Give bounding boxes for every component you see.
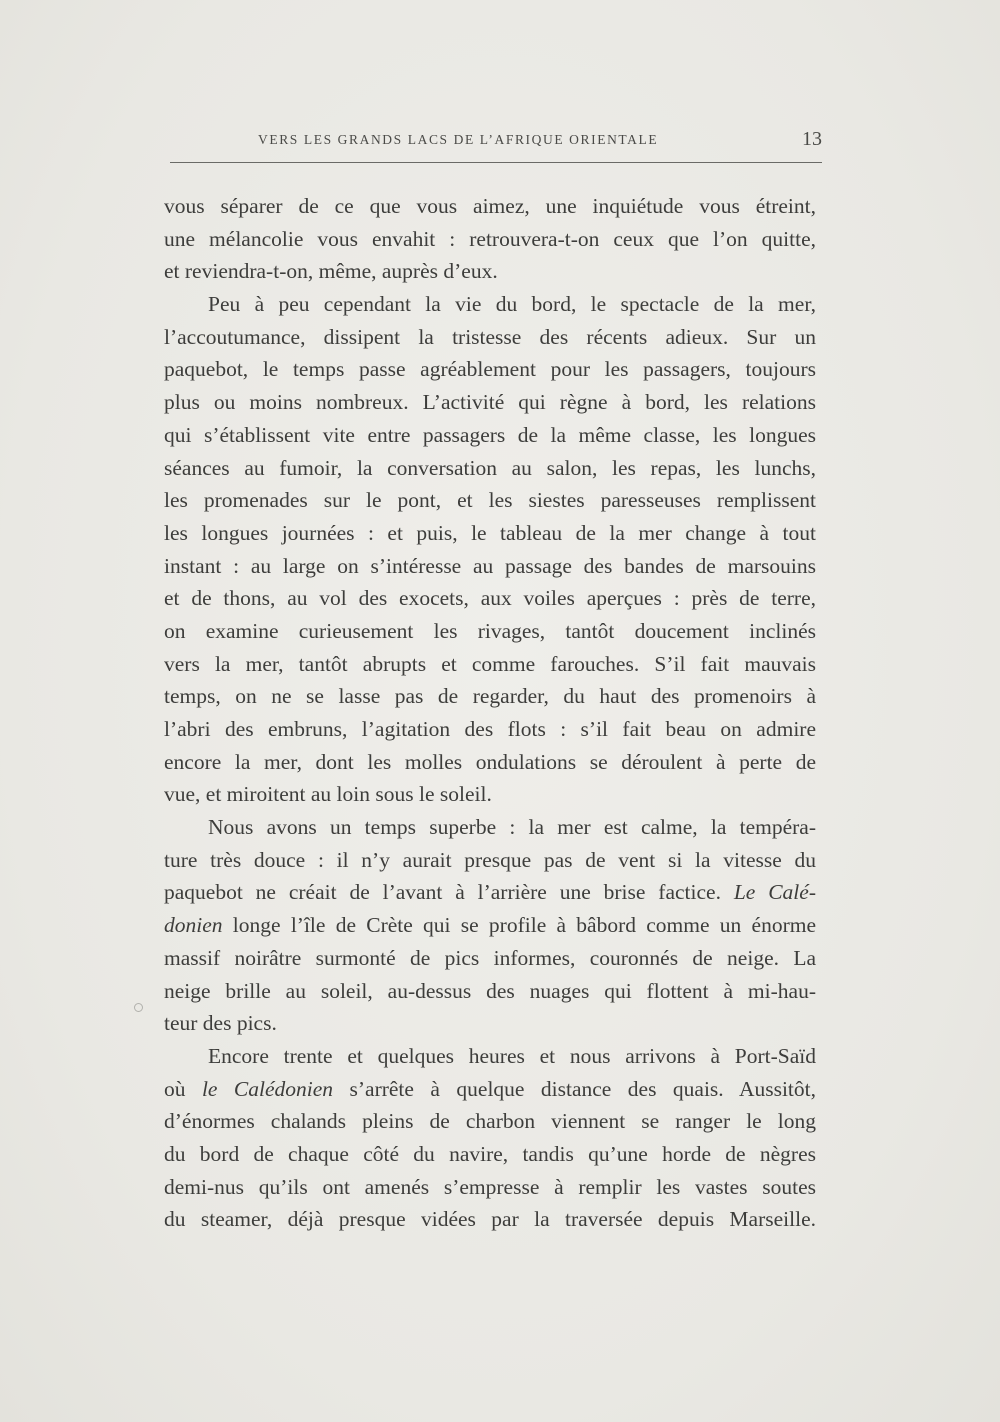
text-line: vers la mer, tantôt abrupts et comme farouches. S’il fait mauvais bbox=[164, 651, 816, 676]
running-title: VERS LES GRANDS LACS DE L’AFRIQUE ORIENTALE bbox=[258, 132, 659, 147]
ship-name-italic: Le Calé- bbox=[733, 880, 816, 905]
text-line: une mélancolie vous envahit : retrouvera-t-on ceux que l’on quitte, bbox=[164, 226, 816, 251]
text-line: du bord de chaque côté du navire, tandis qu’une horde de nègres bbox=[164, 1141, 816, 1166]
text-line: et reviendra-t-on, même, auprès d’eux. bbox=[164, 259, 498, 284]
running-head bbox=[170, 128, 824, 154]
text-run: s’arrête à quelque distance des quais. Aussitôt, bbox=[349, 1076, 816, 1101]
text-line: l’abri des embruns, l’agitation des flots : s’il fait beau on admire bbox=[164, 717, 816, 741]
ship-name-italic: donien bbox=[164, 913, 223, 938]
body-text bbox=[164, 190, 816, 1236]
text-line: temps, on ne se lasse pas de regarder, du haut des promenoirs à bbox=[164, 684, 816, 709]
text-line: vous séparer de ce que vous aimez, une inquiétude vous étreint, bbox=[164, 194, 816, 218]
page-number: 13 bbox=[802, 128, 822, 150]
text-run: paquebot ne créait de l’avant à l’arrière une brise factice. bbox=[164, 880, 721, 905]
text-line: du steamer, déjà presque vidées par la traversée depuis Marseille. bbox=[164, 1207, 816, 1232]
text-line: séances au fumoir, la conversation au salon, les repas, les lunchs, bbox=[164, 455, 816, 480]
text-line: encore la mer, dont les molles ondulations se déroulent à perte de bbox=[164, 749, 816, 774]
text-line: teur des pics. bbox=[164, 1011, 277, 1036]
text-line: les longues journées : et puis, le tableau de la mer change à tout bbox=[164, 520, 816, 545]
text-line: ture très douce : il n’y aurait presque pas de vent si la vitesse du bbox=[164, 847, 816, 872]
text-line: et de thons, au vol des exocets, aux voiles aperçues : près de terre, bbox=[164, 586, 816, 611]
text-line: paquebot, le temps passe agréablement pour les passagers, toujours bbox=[164, 357, 816, 382]
text-line: l’accoutumance, dissipent la tristesse des récents adieux. Sur un bbox=[164, 324, 816, 349]
ship-name-italic: le Calédonien bbox=[201, 1076, 334, 1101]
text-line bbox=[164, 909, 816, 942]
text-line: vue, et miroitent au loin sous le soleil. bbox=[164, 782, 492, 807]
text-line: massif noirâtre surmonté de pics informes, couronnés de neige. La bbox=[164, 945, 816, 970]
text-line: on examine curieusement les rivages, tantôt doucement inclinés bbox=[164, 618, 816, 643]
text-line bbox=[164, 876, 816, 909]
text-line: demi-nus qu’ils ont amenés s’empresse à remplir les vastes soutes bbox=[164, 1174, 816, 1199]
text-run: où bbox=[164, 1076, 186, 1101]
text-line: plus ou moins nombreux. L’activité qui règne à bord, les relations bbox=[164, 390, 816, 415]
text-line: d’énormes chalands pleins de charbon viennent se ranger le long bbox=[164, 1109, 816, 1134]
text-line: neige brille au soleil, au-dessus des nuages qui flottent à mi-hau- bbox=[164, 978, 816, 1003]
text-line: Nous avons un temps superbe : la mer est calme, la tempéra- bbox=[208, 815, 816, 840]
text-line bbox=[164, 1073, 816, 1106]
text-run: longe l’île de Crète qui se profile à bâbord comme un énorme bbox=[232, 913, 817, 938]
text-line: Peu à peu cependant la vie du bord, le spectacle de la mer, bbox=[208, 292, 816, 317]
text-line: instant : au large on s’intéresse au passage des bandes de marsouins bbox=[164, 553, 816, 578]
header-rule bbox=[170, 162, 822, 163]
paper-speck bbox=[134, 1003, 143, 1012]
text-line: Encore trente et quelques heures et nous arrivons à Port-Saïd bbox=[208, 1043, 816, 1068]
text-line: qui s’établissent vite entre passagers de la même classe, les longues bbox=[164, 422, 816, 447]
text-line: les promenades sur le pont, et les siestes paresseuses remplissent bbox=[164, 488, 816, 513]
